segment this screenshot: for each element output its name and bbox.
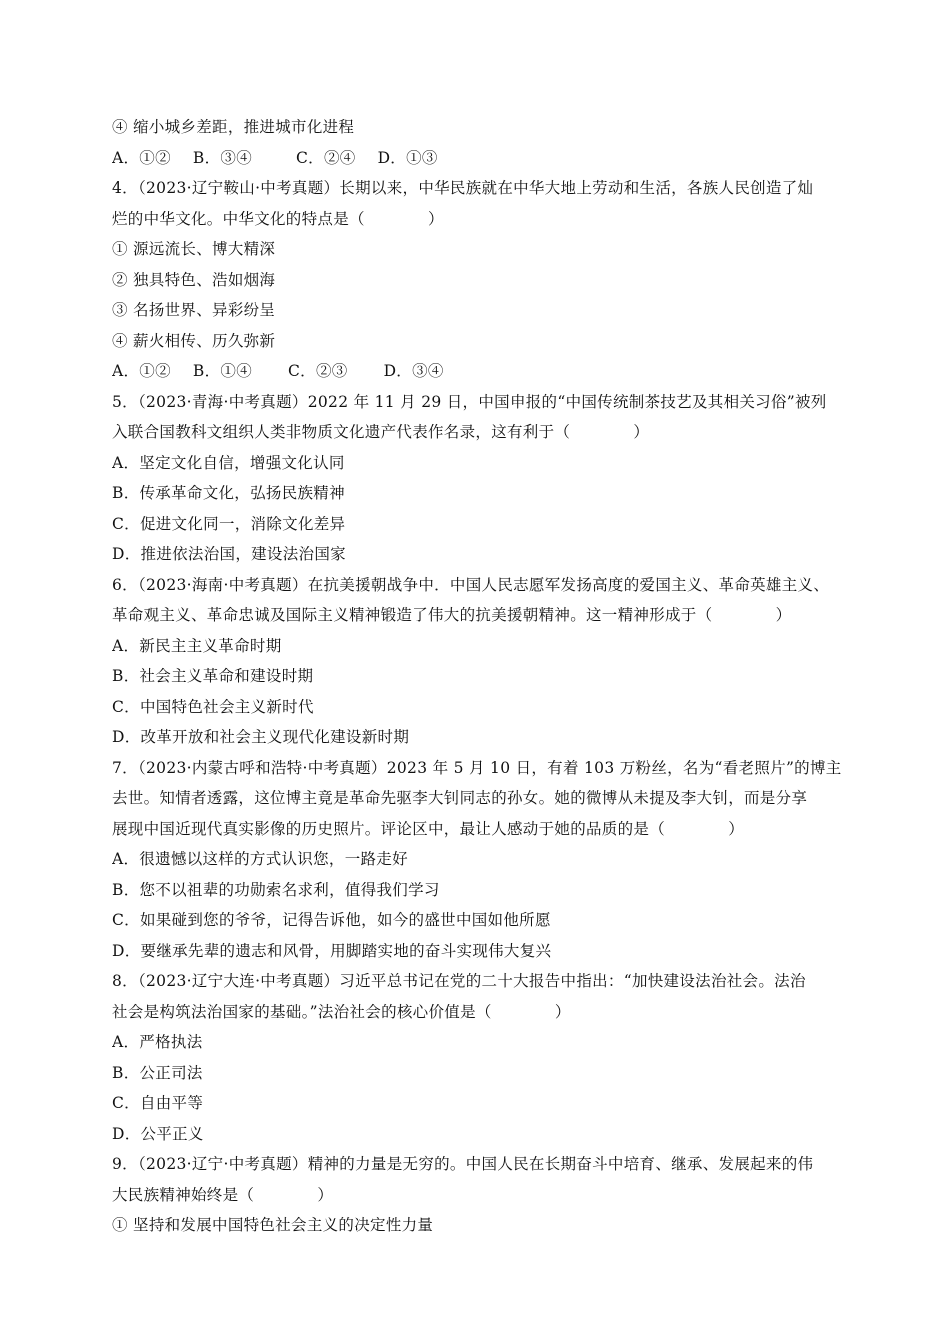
q9-stem-line-1: 9．（2023·辽宁·中考真题）精神的力量是无穷的。中国人民在长期奋斗中培育、继承、发展起来的伟: [112, 1155, 814, 1173]
q5-option-c: C．促进文化同一，消除文化差异: [112, 514, 346, 533]
q4-item-4: ④ 薪火相传、历久弥新: [112, 331, 276, 350]
q7-option-b: B．您不以祖辈的功勋索名求利，值得我们学习: [112, 880, 440, 899]
q8-option-c: C．自由平等: [112, 1094, 204, 1112]
q4-item-1: ① 源远流长、博大精深: [112, 240, 276, 258]
q6-option-a: A．新民主主义革命时期: [112, 636, 282, 655]
q8-option-a: A．严格执法: [112, 1033, 203, 1051]
q4-stem-line-1: 4．（2023·辽宁鞍山·中考真题）长期以来，中华民族就在中华大地上劳动和生活，各族人民创造了灿: [112, 179, 814, 197]
q5-option-a: A．坚定文化自信，增强文化认同: [112, 453, 345, 472]
q4-choice-d: D．③④: [383, 362, 444, 380]
q8-stem-line-1: 8．（2023·辽宁大连·中考真题）习近平总书记在党的二十大报告中指出：“加快建设法治社会。法治: [112, 972, 806, 990]
q7-option-c: C．如果碰到您的爷爷，记得告诉他，如今的盛世中国如他所愿: [112, 911, 551, 929]
q6-stem-line-1: 6．（2023·海南·中考真题）在抗美援朝战争中．中国人民志愿军发扬高度的爱国主义、革命英雄主义、: [112, 575, 830, 594]
q8-option-b: B．公正司法: [112, 1063, 203, 1082]
q4-item-3: ③ 名扬世界、异彩纷呈: [112, 301, 276, 319]
q3-choices: [112, 143, 862, 174]
q6-option-d: D．改革开放和社会主义现代化建设新时期: [112, 728, 410, 746]
q4-choice-b: B．①④: [192, 362, 252, 380]
q3-choice-d: D．①③: [377, 148, 438, 167]
q3-choice-a: A．①②: [112, 148, 171, 167]
q5-option-d: D．推进依法治国，建设法治国家: [112, 545, 346, 563]
q4-item-2: ② 独具特色、浩如烟海: [112, 270, 276, 289]
q4-stem-line-2: 烂的中华文化。中华文化的特点是（ ）: [112, 209, 444, 228]
q4-choice-c: C．②③: [288, 362, 348, 380]
q5-stem-line-2: 入联合国教科文组织人类非物质文化遗产代表作名录，这有利于（ ）: [112, 423, 650, 441]
q5-stem-line-1: 5．（2023·青海·中考真题）2022 年 11 月 29 日，中国申报的“中国传统制茶技艺及其相关习俗”被列: [112, 392, 827, 411]
q4-choice-a: A．①②: [112, 362, 171, 380]
q7-stem-line-3: 展现中国近现代真实影像的历史照片。评论区中，最让人感动于她的品质的是（ ）: [112, 819, 745, 838]
q7-option-d: D．要继承先辈的遗志和风骨，用脚踏实地的奋斗实现伟大复兴: [112, 941, 552, 960]
q7-option-a: A．很遗憾以这样的方式认识您，一路走好: [112, 850, 408, 868]
q8-option-d: D．公平正义: [112, 1124, 204, 1143]
q3-choice-b: B．③④: [192, 148, 252, 167]
q6-option-c: C．中国特色社会主义新时代: [112, 697, 314, 716]
q6-stem-line-2: 革命观主义、革命忠诚及国际主义精神锻造了伟大的抗美援朝精神。这一精神形成于（ ）: [112, 606, 792, 624]
q6-option-b: B．社会主义革命和建设时期: [112, 667, 314, 685]
q5-option-b: B．传承革命文化，弘扬民族精神: [112, 484, 345, 502]
q7-stem-line-1: 7．（2023·内蒙古呼和浩特·中考真题）2023 年 5 月 10 日，有着 103 万粉丝，名为“看老照片”的博主: [112, 758, 842, 777]
q3-choice-c: C．②④: [296, 148, 356, 167]
q8-stem-line-2: 社会是构筑法治国家的基础。”法治社会的核心价值是（ ）: [112, 1002, 571, 1021]
q3-item-4: ④ 缩小城乡差距，推进城市化进程: [112, 118, 355, 136]
q9-item-1: ① 坚持和发展中国特色社会主义的决定性力量: [112, 1216, 434, 1234]
exam-page: [112, 112, 862, 1241]
q4-choices: [112, 356, 862, 387]
q9-stem-line-2: 大民族精神始终是（ ）: [112, 1185, 334, 1204]
q7-stem-line-2: 去世。知情者透露，这位博主竟是革命先驱李大钊同志的孙女。她的微博从未提及李大钊，而是分享: [112, 789, 808, 807]
